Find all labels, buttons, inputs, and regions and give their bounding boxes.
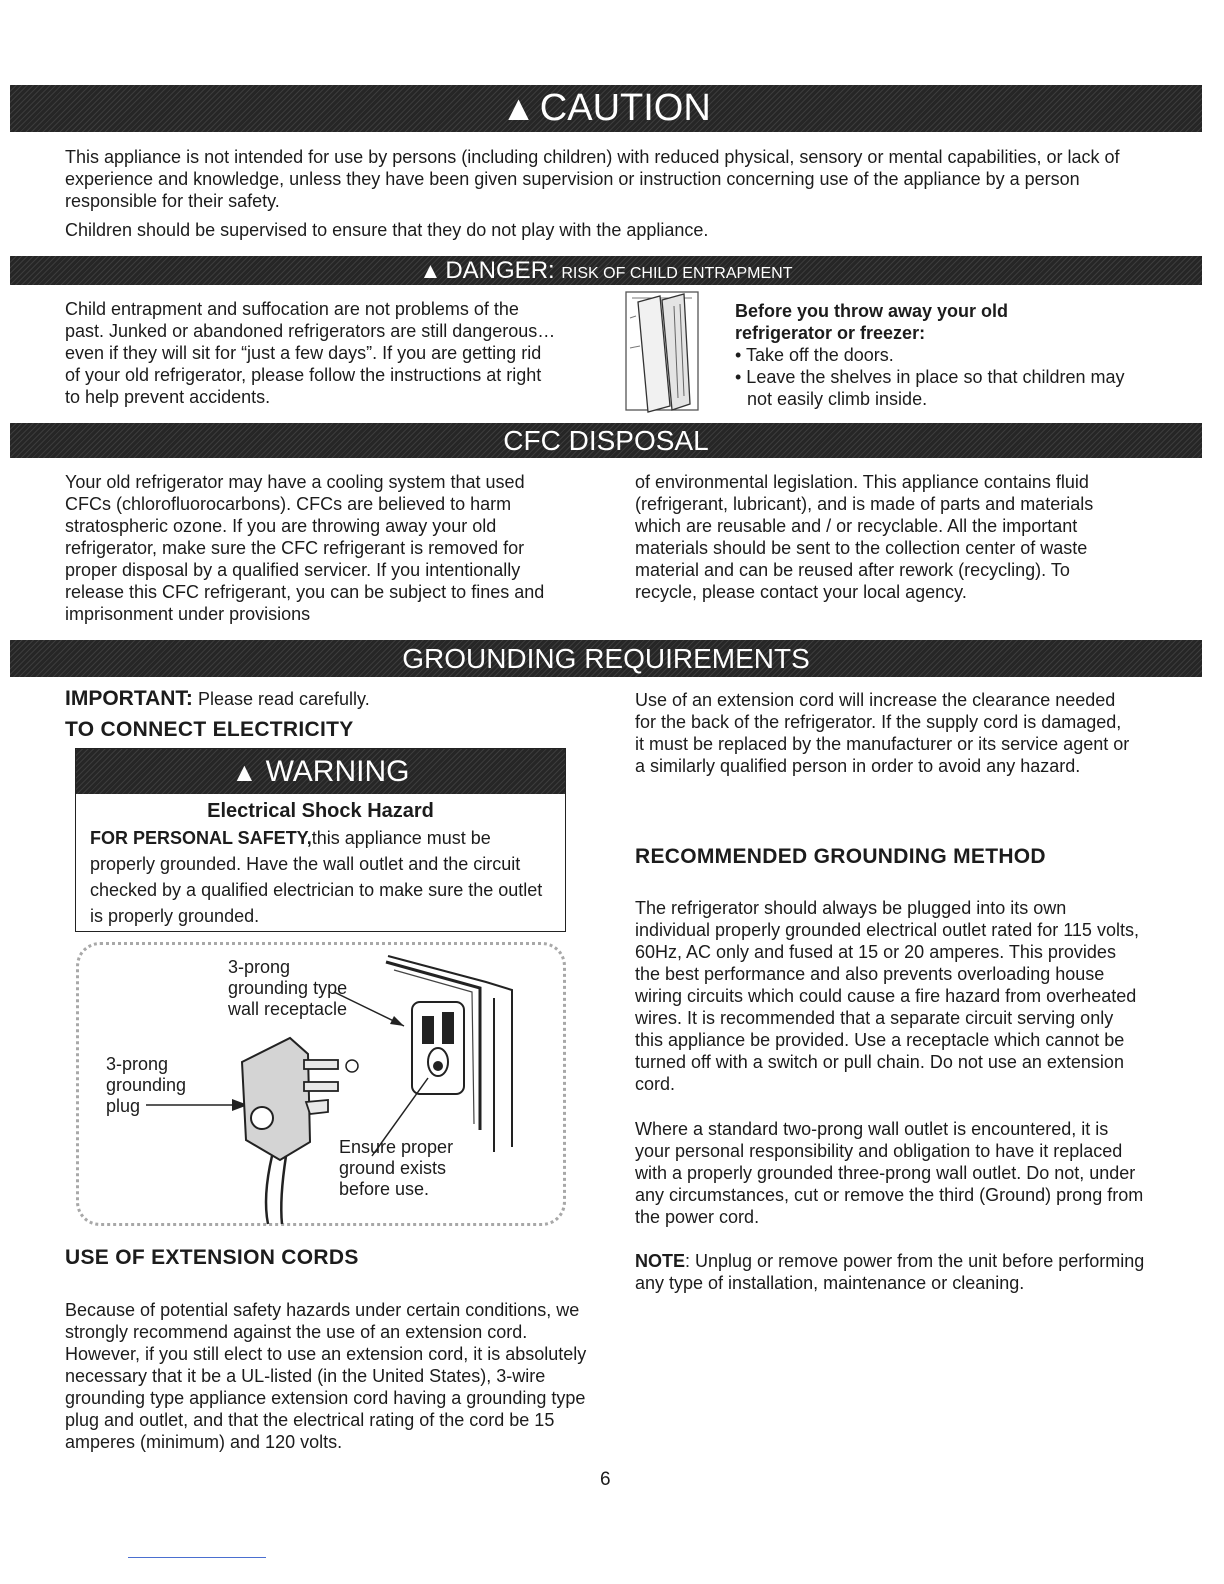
open-refrigerator-illustration xyxy=(618,288,708,416)
danger-bullet: • Take off the doors. xyxy=(735,345,894,365)
warning-bar xyxy=(76,749,565,794)
danger-left-text: Child entrapment and suffocation are not problems of the past. Junked or abandoned refrigerators are still dangerous… even if they will sit for “just a few days”. If you are getting rid of your old refrigerator, please follow the instructions at right to help prevent accidents. xyxy=(65,299,556,407)
grounding-title: GROUNDING REQUIREMENTS xyxy=(402,643,810,674)
grounding-banner xyxy=(10,640,1202,677)
caution-paragraph-2: Children should be supervised to ensure that they do not play with the appliance. xyxy=(65,220,709,240)
receptacle-label-line: grounding type xyxy=(228,978,348,998)
plug-label-line: 3-prong xyxy=(106,1054,169,1074)
plug-label xyxy=(106,1054,186,1117)
extension-cord-right-text: Use of an extension cord will increase the clearance needed for the back of the refrigerator. If the supply cord is damaged, it must be replaced by the manufacturer or its service agent or a similarly qualified person in order to avoid any hazard. xyxy=(635,690,1130,776)
caution-banner xyxy=(10,85,1202,132)
danger-subtitle: RISK OF CHILD ENTRAPMENT xyxy=(561,265,793,282)
receptacle-label-line: 3-prong xyxy=(228,957,291,977)
warning-title: WARNING xyxy=(265,755,410,788)
page-number: 6 xyxy=(600,1469,611,1490)
footer-rule xyxy=(128,1557,266,1558)
cfc-left-text: Your old refrigerator may have a cooling system that used CFCs (chlorofluorocarbons). CFCs are believed to harm stratospheric ozone. If you are throwing away your old refrigerator, make sure the CFC refrigerant is removed for proper disposal by a qualified servicer. If you intentionally release this CFC refrigerant, you can be subject to fines and imprisonment under provisions xyxy=(65,472,545,624)
ensure-ground-label xyxy=(339,1137,453,1200)
warning-text xyxy=(90,825,552,929)
important-line xyxy=(65,687,370,711)
note-block xyxy=(635,1250,1155,1294)
danger-right-heading: Before you throw away your old refrigerator or freezer: xyxy=(735,301,1009,343)
warning-triangle-icon: ▲ xyxy=(501,89,536,128)
cfc-right-text: of environmental legislation. This appliance contains fluid (refrigerant, lubricant), and is made of parts and materials which are reusable and / or recyclable. All the important materials should be sent to the collection center of waste material and can be reused after rework (recycling). To recycle, please contact your local agency. xyxy=(635,472,1094,602)
cfc-banner xyxy=(10,423,1202,458)
extension-cords-text: Because of potential safety hazards under certain conditions, we strongly recommend against the use of an extension cord. However, if you still elect to use an extension cord, it is absolutely necessary that it be a UL-listed (in the United States), 3-wire grounding type appliance extension cord having a grounding type plug and outlet, and that the electrical rating of the cord be 15 amperes (minimum) and 120 volts. xyxy=(65,1300,587,1452)
ensure-label-line: Ensure proper xyxy=(339,1137,454,1157)
warning-body: this appliance must be properly grounded. Have the wall outlet and the circuit checked by a qualified electrician to make sure the outlet is properly grounded. xyxy=(90,828,543,926)
danger-title: DANGER: xyxy=(445,257,555,284)
plug-label-line: grounding xyxy=(106,1075,187,1095)
recommended-grounding-text: The refrigerator should always be plugged into its own individual properly grounded electrical outlet rated for 115 volts, 60Hz, AC only and fused at 15 or 20 amperes. This provides the best performance and also prevents overloading house wiring circuits which could cause a fire hazard from overheated wires. It is recommended that a separate circuit serving only this appliance be provided. Use a receptacle which cannot be turned off with a switch or pull chain. Do not use an extension cord. xyxy=(635,898,1139,1094)
important-text: Please read carefully. xyxy=(192,689,370,709)
extension-cords-heading: USE OF EXTENSION CORDS xyxy=(65,1246,359,1269)
note-label: NOTE xyxy=(635,1251,686,1271)
receptacle-label-line: wall receptacle xyxy=(228,999,348,1019)
connect-electricity-heading: TO CONNECT ELECTRICITY xyxy=(65,718,354,741)
warning-box xyxy=(75,748,566,932)
receptacle-label xyxy=(228,957,347,1020)
recommended-grounding-heading: RECOMMENDED GROUNDING METHOD xyxy=(635,845,1046,868)
note-text: : Unplug or remove power from the unit before performing any type of installation, maintenance or cleaning. xyxy=(635,1251,1145,1293)
warning-triangle-icon: ▲ xyxy=(231,757,258,787)
caution-paragraph-1: This appliance is not intended for use by persons (including children) with reduced physical, sensory or mental capabilities, or lack of experience and knowledge, unless they have been given supervision or instruction concerning use of the appliance by a person responsible for their safety. xyxy=(65,147,1120,211)
warning-bold-lead: FOR PERSONAL SAFETY, xyxy=(90,828,312,848)
ensure-label-line: ground exists xyxy=(339,1158,447,1178)
cfc-title: CFC DISPOSAL xyxy=(503,425,709,456)
caution-title: CAUTION xyxy=(539,87,711,129)
ensure-label-line: before use. xyxy=(339,1179,430,1199)
warning-triangle-icon: ▲ xyxy=(419,258,442,283)
danger-bullet: • Leave the shelves in place so that children may not easily climb inside. xyxy=(735,367,1125,409)
important-label: IMPORTANT: xyxy=(65,687,193,710)
warning-hazard: Electrical Shock Hazard xyxy=(207,800,434,822)
danger-bullet-list xyxy=(735,344,1135,410)
two-prong-outlet-text: Where a standard two-prong wall outlet is encountered, it is your personal responsibility and obligation to have it replaced with a properly grounded three-prong wall outlet. Do not, under any circumstances, cut or remove the third (Ground) prong from the power cord. xyxy=(635,1119,1144,1227)
plug-label-line: plug xyxy=(106,1096,141,1116)
danger-banner xyxy=(10,256,1202,285)
